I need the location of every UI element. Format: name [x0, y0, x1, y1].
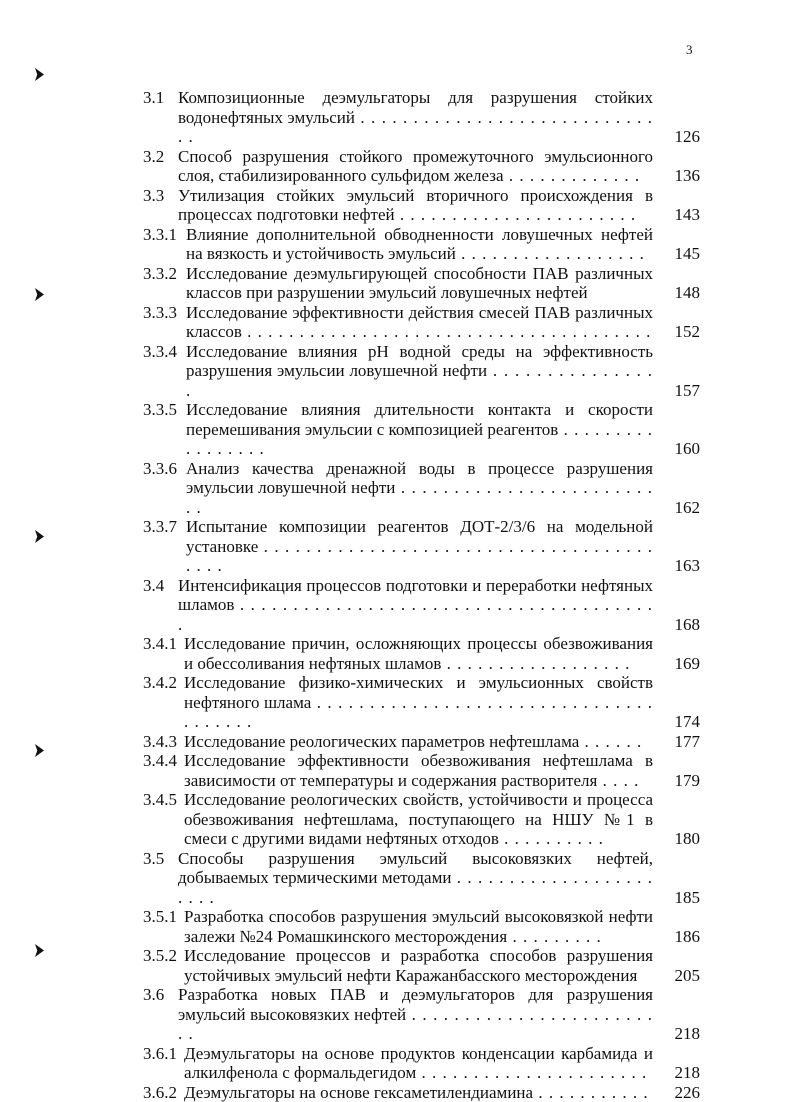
leader-dots: . . . . . . . . . . . . . . . . . . . . . . . . . . . . . . . . . . . . . . .: [242, 322, 652, 341]
section-title: Интенсификация процессов подготовки и переработки нефтяных шламов: [178, 576, 653, 615]
section-title: Разработка способов разрушения эмульсий высоковязкой нефти залежи №24 Ромашкинского месторождения: [184, 907, 653, 946]
page-ref: 152: [670, 322, 700, 342]
section-title: Влияние дополнительной обводненности ловушечных нефтей на вязкость и устойчивость эмульсий: [186, 225, 653, 264]
leader-dots: . . . . . . . . . . . . .: [504, 166, 641, 185]
leader-dots: . . . . . . . . . . . . . . . . . . . . . . . . . . . . . . . . . . . . . . .: [184, 693, 653, 732]
section-number: 3.6.2: [143, 1083, 177, 1102]
page-ref: 186: [670, 927, 700, 947]
section-number: 3.3.5: [143, 400, 177, 420]
page-ref: 185: [670, 888, 700, 908]
section-number: 3.4.4: [143, 751, 177, 771]
toc-entry: [0, 400, 794, 459]
section-title: Исследование процессов и разработка способов разрушения устойчивых эмульсий нефти Каражанбасского месторождения: [184, 946, 653, 985]
leader-dots: . . . . . . . . . . . . . . . . . . . . . . .: [178, 868, 653, 907]
leader-dots: . . . . . . . . . . . . . . . . . .: [456, 244, 645, 263]
page-ref: 136: [670, 166, 700, 186]
section-title: Исследование влияния рН водной среды на эффективность разрушения эмульсии ловушечной нефти: [186, 342, 653, 381]
page-ref: 218: [670, 1063, 700, 1083]
page-ref: 163: [670, 556, 700, 576]
section-title: Исследование причин, осложняющих процессы обезвоживания и обессоливания нефтяных шламов: [184, 634, 653, 673]
section-number: 3.5: [143, 849, 164, 869]
toc-entry: [0, 225, 794, 264]
leader-dots: . . . . . . . . . . . . . . . . . . . . . . .: [395, 205, 637, 224]
page-ref: 143: [670, 205, 700, 225]
section-title: Исследование деэмульгирующей способности ПАВ различных классов при разрушении эмульсий ловушечных нефтей: [186, 264, 653, 303]
page-ref: 162: [670, 498, 700, 518]
leader-dots: . . . . . . . . . . . . . . . . . . . . . . . . . . . . . . . . . . . . . . . . .: [186, 537, 653, 576]
toc-entry: [0, 673, 794, 732]
section-title: Способ разрушения стойкого промежуточного эмульсионного слоя, стабилизированного сульфидом железа: [178, 147, 653, 186]
toc-entry: [0, 985, 794, 1044]
toc-entry: [0, 1044, 794, 1083]
section-title: Композиционные деэмульгаторы для разрушения стойких водонефтяных эмульсий: [178, 88, 653, 127]
page-ref: 205: [670, 966, 700, 986]
section-number: 3.4.3: [143, 732, 177, 752]
page-ref: 174: [670, 712, 700, 732]
toc-entry: [0, 849, 794, 908]
section-title: Исследование физико-химических и эмульсионных свойств нефтяного шлама: [184, 673, 653, 712]
section-number: 3.2: [143, 147, 164, 167]
section-number: 3.3.3: [143, 303, 177, 323]
page-ref: 148: [670, 283, 700, 303]
toc-entry: [0, 751, 794, 790]
section-title: Испытание композиции реагентов ДОТ-2/3/6 на модельной установке: [186, 517, 653, 556]
toc-entry: [0, 264, 794, 303]
section-number: 3.1: [143, 88, 164, 108]
page-ref: 160: [670, 439, 700, 459]
section-title: Разработка новых ПАВ и деэмульгаторов для разрушения эмульсий высоковязких нефтей: [178, 985, 653, 1024]
toc-entry: [0, 907, 794, 946]
margin-mark: [35, 68, 44, 81]
leader-dots: . . . . . . . . . . . . . . . .: [186, 361, 653, 400]
toc-entry: [0, 732, 794, 752]
section-number: 3.4.2: [143, 673, 177, 693]
toc-entry: [0, 303, 794, 342]
leader-dots: . . . . . . . . . . . . . . . . . . . . . . . . . . . . . . . . . . . . . . . .: [178, 595, 653, 634]
toc-entry: [0, 517, 794, 576]
section-title: Способы разрушения эмульсий высоковязких нефтей, добываемых термическими методами: [178, 849, 653, 888]
page-ref: 145: [670, 244, 700, 264]
page-number: 3: [686, 42, 693, 58]
leader-dots: . . . . . . . . . . . . . . . . . . . . . . . . .: [178, 1005, 653, 1044]
leader-dots: . . . . . . . . . .: [499, 829, 604, 848]
toc-entry: [0, 946, 794, 985]
section-title: Исследование реологических параметров нефтешлама: [184, 732, 579, 751]
page-ref: 168: [670, 615, 700, 635]
toc-entry: [0, 88, 794, 147]
section-number: 3.5.2: [143, 946, 177, 966]
page-ref: 218: [670, 1024, 700, 1044]
leader-dots: . . . . . . . . . . . . . . . . . . . . . .: [416, 1063, 647, 1082]
section-number: 3.3.4: [143, 342, 177, 362]
section-number: 3.4.5: [143, 790, 177, 810]
toc-entry: [0, 459, 794, 518]
leader-dots: . . . . . . . . . . . . . . . . .: [186, 420, 653, 459]
section-title: Исследование эффективности действия смесей ПАВ различных классов: [186, 303, 653, 342]
page-ref: 157: [670, 381, 700, 401]
page-ref: 226: [670, 1083, 700, 1102]
section-number: 3.3.1: [143, 225, 177, 245]
section-number: 3.3.7: [143, 517, 177, 537]
toc-entry: [0, 342, 794, 401]
toc-entry: [0, 1083, 794, 1102]
section-number: 3.3: [143, 186, 164, 206]
section-title: Деэмульгаторы на основе гексаметилендиамина: [184, 1083, 533, 1102]
table-of-contents: [0, 88, 794, 1102]
page-ref: 169: [670, 654, 700, 674]
section-title: Деэмульгаторы на основе продуктов конденсации карбамида и алкилфенола с формальдегидом: [184, 1044, 653, 1083]
leader-dots: . . . . . .: [579, 732, 642, 751]
page-ref: 177: [670, 732, 700, 752]
section-number: 3.4: [143, 576, 164, 596]
section-number: 3.4.1: [143, 634, 177, 654]
toc-entry: [0, 147, 794, 186]
leader-dots: . . . . . . . . . . . . . . . . . .: [441, 654, 630, 673]
toc-entry: [0, 576, 794, 635]
section-number: 3.5.1: [143, 907, 177, 927]
leader-dots: . . . . . . . . .: [507, 927, 602, 946]
section-title: Исследование эффективности обезвоживания нефтешлама в зависимости от температуры и содержания растворителя: [184, 751, 653, 790]
leader-dots: . . . .: [597, 771, 639, 790]
toc-entry: [0, 634, 794, 673]
page-ref: 180: [670, 829, 700, 849]
leader-dots: . . . . . . . . . . . . . . . . . . . . . . . . . . . . . .: [178, 108, 653, 147]
section-number: 3.6.1: [143, 1044, 177, 1064]
page-ref: 179: [670, 771, 700, 791]
section-number: 3.3.2: [143, 264, 177, 284]
section-number: 3.6: [143, 985, 164, 1005]
toc-entry: [0, 186, 794, 225]
section-title: Анализ качества дренажной воды в процессе разрушения эмульсии ловушечной нефти: [186, 459, 653, 498]
toc-entry: [0, 790, 794, 849]
section-title: Исследование влияния длительности контакта и скорости перемешивания эмульсии с композицией реагентов: [186, 400, 653, 439]
section-title: Утилизация стойких эмульсий вторичного происхождения в процессах подготовки нефтей: [178, 186, 653, 225]
page-ref: 126: [670, 127, 700, 147]
section-number: 3.3.6: [143, 459, 177, 479]
leader-dots: . . . . . . . . . . . . . . . . . . . . . . . . . .: [186, 478, 653, 517]
section-title: Исследование реологических свойств, устойчивости и процесса обезвоживания нефтешлама, поступающего на НШУ №1 в смеси с другими видами нефтяных отходов: [184, 790, 653, 848]
leader-dots: . . . . . . . . . . .: [533, 1083, 649, 1102]
